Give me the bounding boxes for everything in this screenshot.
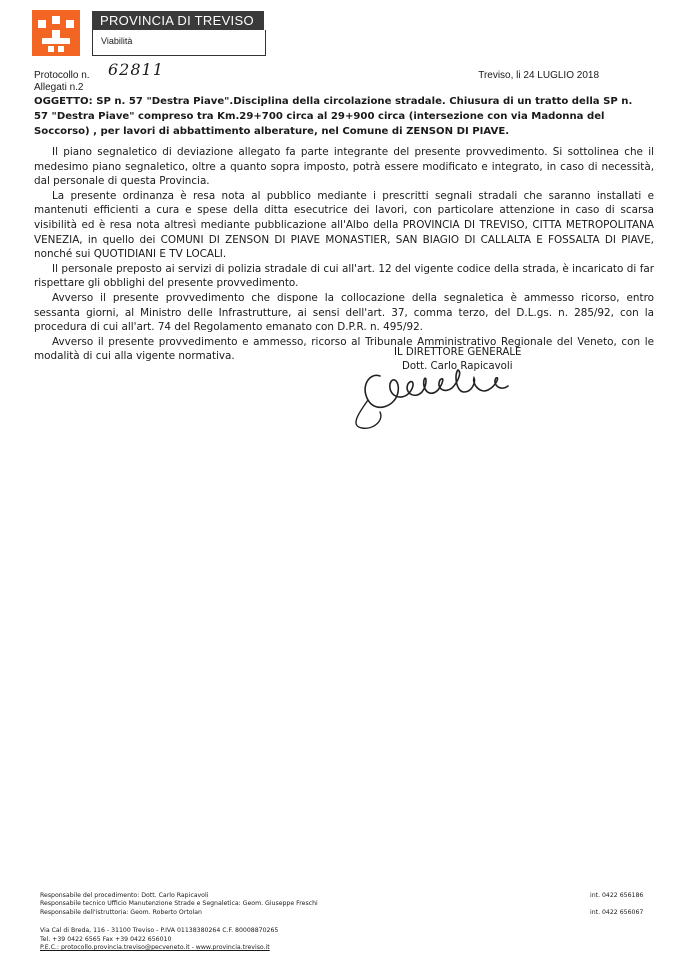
footer-responsabile: Responsabile tecnico Ufficio Manutenzione Strade e Segnaletica: Geom. Giuseppe Freschi <box>40 900 318 908</box>
footer-responsabile: Responsabile del procedimento: Dott. Carlo Rapicavoli <box>40 892 209 899</box>
provincia-logo-icon <box>32 10 80 56</box>
footer-phone-ext: int. 0422 656067 <box>590 908 644 916</box>
paragraph-ricorso-ministro: Avverso il presente provvedimento che dispone la collocazione della segnaletica è ammesso ricorso, entro sessanta giorni, al Ministro delle Infrastrutture, ai sensi dell'art. 37, comma terzo, del D.L.gs. n. 285/92, con la procedura di cui all'art. 74 del Regolamento emanato con D.P.R. n. 495/92. <box>34 291 654 334</box>
footer-phone-ext: int. 0422 656186 <box>590 892 644 899</box>
subject-block <box>34 94 646 139</box>
subject-text: SP n. 57 "Destra Piave".Disciplina della circolazione stradale. Chiusura di un tratto della SP n. 57 "Destra Piave" compreso tra Km.29+700 circa al 29+900 circa (intersezione con via Madonna del Soccorso) , per lavori di abbattimento alberature, nel Comune di ZENSON DI PIAVE. <box>34 96 633 137</box>
subject-label: OGGETTO: <box>34 96 93 107</box>
page-footer <box>40 892 650 952</box>
footer-address: Via Cal di Breda, 116 - 31100 Treviso - P.IVA 01138380264 C.F. 80008870265 <box>40 927 279 935</box>
footer-responsabile: Responsabile dell'istruttoria: Geom. Roberto Ortolan <box>40 908 202 916</box>
attachments-count: Allegati n.2 <box>34 82 84 93</box>
footer-pec-link[interactable]: P.E.C.: protocollo.provincia.treviso@pecveneto.it - www.provincia.treviso.it <box>40 944 270 952</box>
footer-row <box>40 900 650 908</box>
document-date: Treviso, li 24 LUGLIO 2018 <box>478 70 599 81</box>
footer-phone-ext <box>590 900 650 908</box>
handwritten-signature-icon <box>340 362 530 432</box>
paragraph-segnaletica: Il piano segnaletico di deviazione allegato fa parte integrante del presente provvedimento. Si sottolinea che il medesimo piano segnaletico, oltre a quanto sopra imposto, potrà essere modificato e integrato, in caso di necessità, dal personale di questa Provincia. <box>34 146 654 188</box>
department-box <box>92 30 266 56</box>
protocol-label: Protocollo n. <box>34 70 90 81</box>
footer-row <box>40 909 650 917</box>
footer-row <box>40 892 650 900</box>
signatory-title: IL DIRETTORE GENERALE <box>394 347 522 358</box>
paragraph-pubblicazione: La presente ordinanza è resa nota al pubblico mediante i prescritti segnali stradali che saranno installati e mantenuti efficienti a cura e spese della ditta esecutrice dei lavori, con particolare attenzione in caso di scarsa visibilità ed è resa nota altresì mediante pubblicazione all'Albo della PROVINCIA DI TREVISO, CITTA METROPOLITANA VENEZIA, in quello dei COMUNI DI ZENSON DI PIAVE MONASTIER, SAN BIAGIO DI CALLALTA E FOSSALTA DI PIAVE, nonché sui QUOTIDIANI E TV LOCALI. <box>34 189 654 261</box>
paragraph-polizia: Il personale preposto ai servizi di polizia stradale di cui all'art. 12 del vigente codice della strada, è incaricato di far rispettare gli obblighi del presente provvedimento. <box>34 262 654 290</box>
paragraph-ricorso-tar: Avverso il presente provvedimento e ammesso, ricorso al Tribunale Amministrativo Regionale del Veneto, con le modalità di cui alla vigente normativa. <box>34 335 654 363</box>
department-label: Viabilità <box>101 36 133 46</box>
org-name-band: PROVINCIA DI TREVISO <box>92 11 264 30</box>
signatory-name: Dott. Carlo Rapicavoli <box>402 361 513 372</box>
footer-phone: Tel. +39 0422 6565 Fax +39 0422 656010 <box>40 935 172 943</box>
document-body <box>34 145 654 364</box>
protocol-number: 62811 <box>108 60 164 79</box>
